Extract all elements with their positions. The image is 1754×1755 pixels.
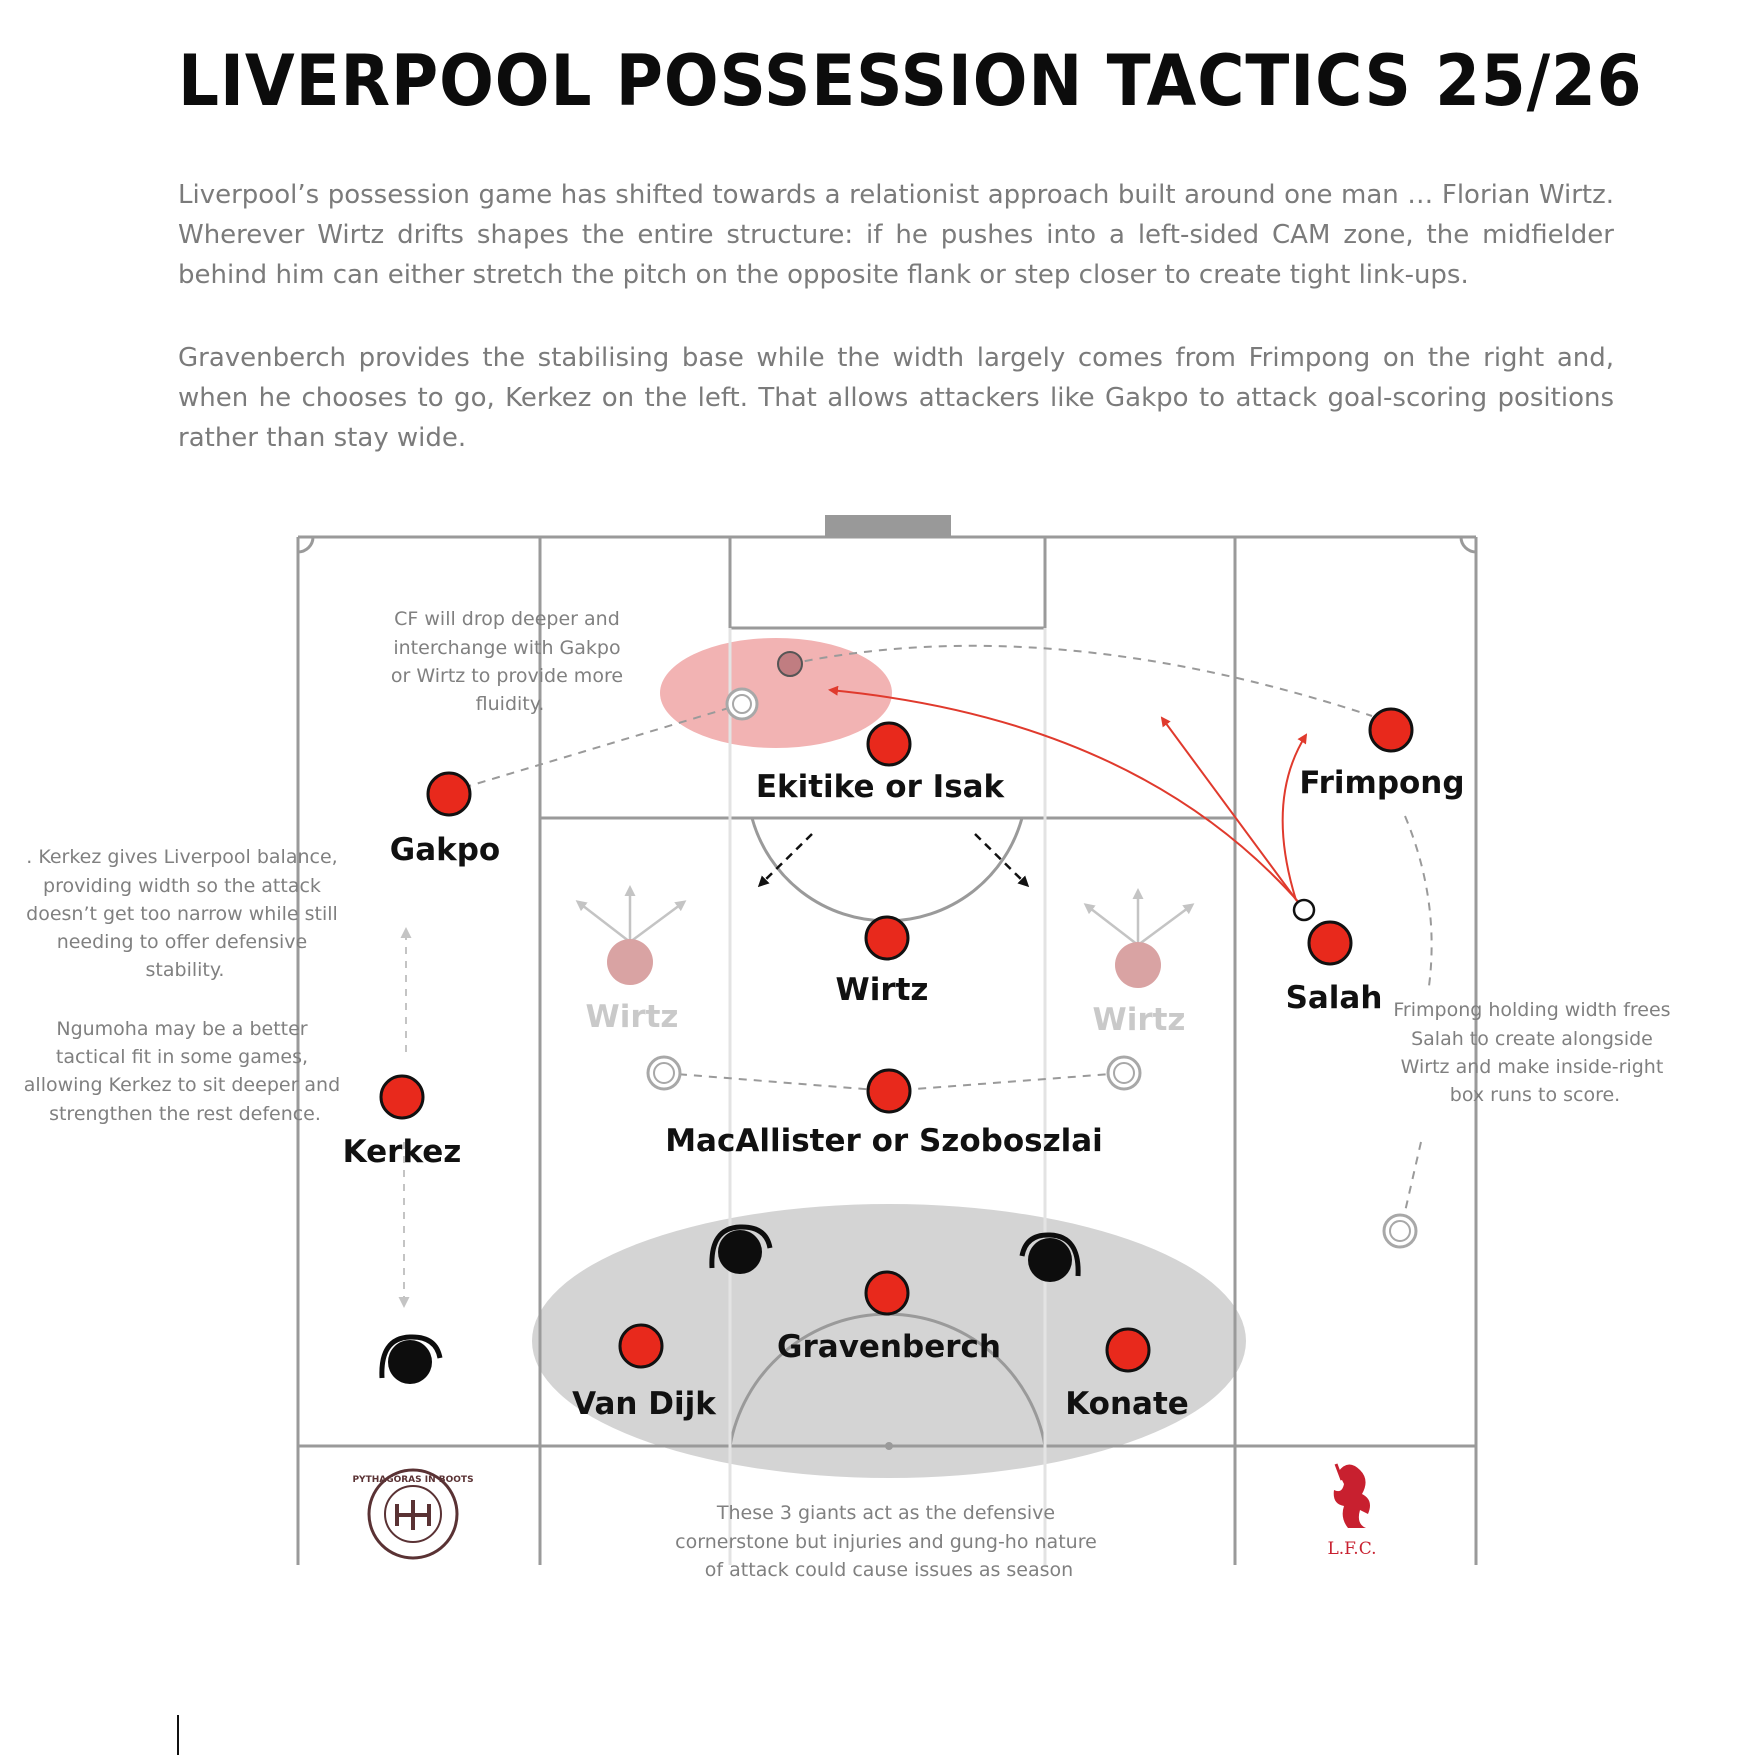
player-dot-wirtz-left — [607, 939, 653, 985]
player-label-salah: Salah — [1285, 980, 1383, 1016]
player-label-gravenberch: Gravenberch — [777, 1329, 1001, 1365]
annotation-kerkez: . Kerkez gives Liverpool balance, providing width so the attack doesn’t get too narrow while still needing to offer defensive stability. — [26, 846, 338, 981]
player-dot-wirtz — [866, 917, 908, 959]
player-label-wirtz: Wirtz — [835, 972, 929, 1008]
text-cursor — [177, 1715, 179, 1755]
pythagoras-in-boots-logo — [352, 1470, 473, 1558]
player-dot-striker — [868, 723, 910, 765]
player-label-gakpo: Gakpo — [389, 832, 501, 868]
player-label-konate: Konate — [1065, 1386, 1189, 1422]
svg-text:L.F.C.: L.F.C. — [1327, 1539, 1377, 1559]
player-dot-gakpo — [428, 773, 470, 815]
wirtz-left-fan-arrows — [578, 888, 684, 942]
player-dot-kerkez — [381, 1076, 423, 1118]
player-dot-van-dijk — [620, 1325, 662, 1367]
intro-paragraph-1: Liverpool’s possession game has shifted towards a relationist approach built around one man … Florian Wirtz. Wherever Wirtz drifts shapes the entire structure: if he pushes into a left-sided CAM zone, the midfielder behind him can either stretch the pitch on the opposite flank or step closer to create tight link-ups. — [178, 180, 1614, 290]
player-label-wirtz-right: Wirtz — [1092, 1002, 1186, 1038]
page-title: LIVERPOOL POSSESSION TACTICS 25/26 — [178, 40, 1643, 122]
drop-arrow-right — [975, 834, 1027, 885]
centre-spot — [885, 1442, 893, 1450]
annotation-defence: These 3 giants act as the defensive cornerstone but injuries and gung-ho nature of attack could cause issues as season — [675, 1502, 1097, 1581]
svg-text:PYTHAGORAS IN BOOTS: PYTHAGORAS IN BOOTS — [352, 1475, 474, 1485]
player-label-van-dijk: Van Dijk — [572, 1386, 716, 1422]
player-dot-frimpong — [1370, 709, 1412, 751]
player-label-striker: Ekitike or Isak — [755, 769, 1005, 805]
opponent-icon-3 — [382, 1337, 440, 1384]
intro-paragraph-2: Gravenberch provides the stabilising base while the width largely comes from Frimpong on the right and, when he chooses to go, Kerkez on the left. That allows attackers like Gakpo to attack goal-scoring positions rather than stay wide. — [178, 343, 1614, 453]
annotation-ngumoha: Ngumoha may be a better tactical fit in some games, allowing Kerkez to sit deeper and strengthen the rest defence. — [23, 1018, 341, 1125]
player-dot-konate — [1107, 1329, 1149, 1371]
player-dot-gravenberch — [866, 1272, 908, 1314]
lfc-crest-logo — [1327, 1464, 1376, 1559]
player-label-wirtz-left: Wirtz — [585, 999, 679, 1035]
cf-marker — [778, 652, 802, 676]
goal — [825, 515, 951, 537]
player-label-frimpong: Frimpong — [1299, 765, 1465, 801]
player-label-kerkez: Kerkez — [342, 1134, 462, 1170]
player-dot-wirtz-right — [1115, 942, 1161, 988]
player-dot-salah — [1309, 922, 1351, 964]
player-dot-midfield — [868, 1070, 910, 1112]
player-label-midfield: MacAllister or Szoboszlai — [665, 1123, 1103, 1159]
annotation-cf: CF will drop deeper and interchange with Gakpo or Wirtz to provide more fluidity. — [390, 608, 624, 715]
annotation-frimpong: Frimpong holding width frees Salah to create alongside Wirtz and make inside-right box runs to score. — [1393, 999, 1671, 1106]
wirtz-right-fan-arrows — [1086, 891, 1192, 945]
salah-start-marker — [1294, 900, 1314, 920]
